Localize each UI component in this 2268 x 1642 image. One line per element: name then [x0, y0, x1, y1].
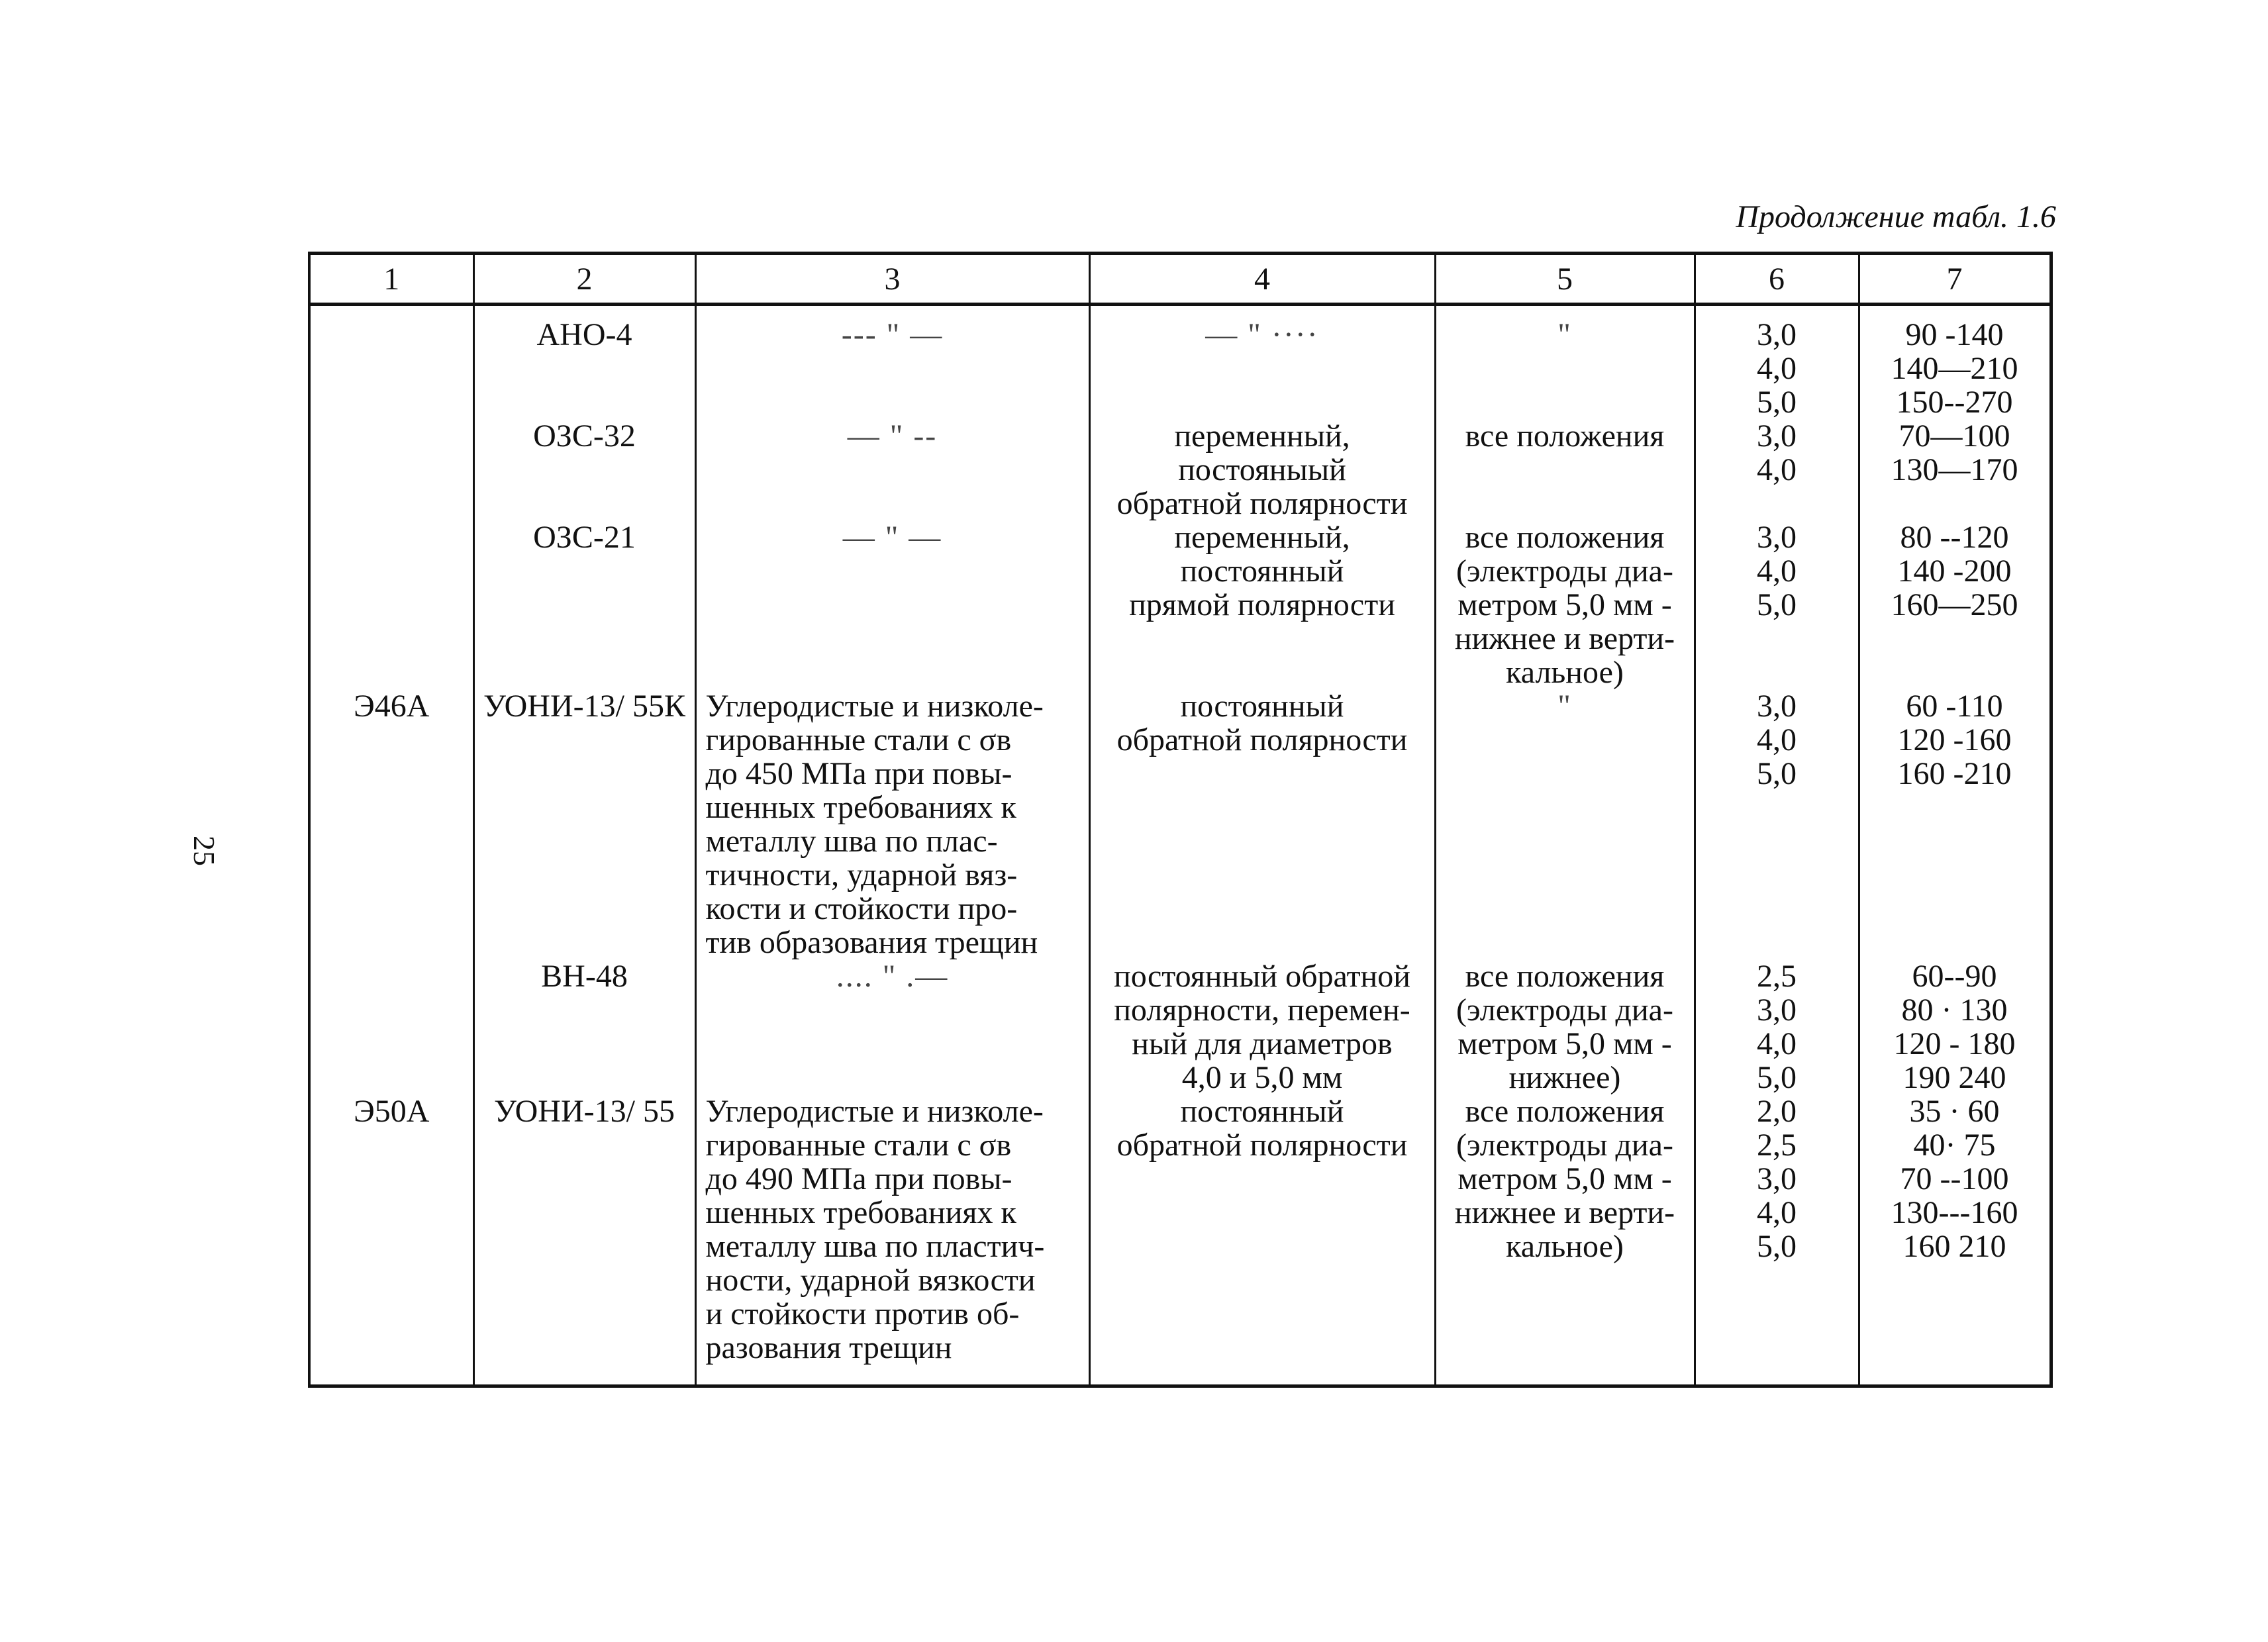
- electrode-brand-cell: АНО-4: [473, 305, 695, 420]
- current-range-value: 80 --120: [1900, 520, 2009, 555]
- welding-position-line: все положения: [1465, 1094, 1665, 1129]
- current-range-value: 120 - 180: [1893, 1026, 2016, 1061]
- diameter-value: 2,0: [1757, 1094, 1797, 1129]
- current-type-line: — " ····: [1205, 317, 1319, 352]
- current-type-line: прямой полярности: [1129, 587, 1395, 622]
- diameter-value: 3,0: [1757, 689, 1797, 724]
- current-range-value: 160 210: [1902, 1229, 2006, 1264]
- table-row: [309, 689, 2051, 959]
- column-header: 6: [1695, 254, 1859, 305]
- electrode-type-cell: Э46А: [309, 689, 473, 959]
- welding-position-line: все положения: [1465, 520, 1665, 555]
- current-range-value: 130—170: [1891, 452, 2018, 487]
- application-line: — " —: [842, 520, 942, 555]
- diameter-value: 2,5: [1757, 1128, 1797, 1163]
- welding-position-line: нижнее): [1508, 1060, 1621, 1095]
- continuation-caption: Продолжение табл. 1.6: [1736, 199, 2056, 234]
- electrode-brand-cell: ОЗС-32: [473, 419, 695, 520]
- welding-position-line: (электроды диа-: [1456, 992, 1673, 1028]
- current-type-cell: [1089, 959, 1435, 1094]
- application-line: металлу шва по пластич-: [705, 1229, 1045, 1264]
- diameter-cell: [1695, 419, 1859, 520]
- table-row: [309, 419, 2051, 520]
- application-line: металлу шва по плас-: [705, 824, 998, 859]
- current-range-value: 140 -200: [1897, 554, 2012, 589]
- current-range-value: 120 -160: [1897, 722, 2012, 757]
- welding-position-line: (электроды диа-: [1456, 1128, 1673, 1163]
- current-type-line: постоянный обратной: [1114, 959, 1410, 994]
- current-type-line: ный для диаметров: [1132, 1026, 1393, 1061]
- current-type-cell: [1089, 419, 1435, 520]
- current-type-cell: [1089, 520, 1435, 689]
- current-type-cell: [1089, 689, 1435, 959]
- current-range-value: 140—210: [1891, 351, 2018, 386]
- table-row: [309, 959, 2051, 1094]
- welding-position-cell: [1435, 520, 1695, 689]
- welding-position-line: все положения: [1465, 418, 1665, 454]
- diameter-value: 5,0: [1757, 385, 1797, 420]
- column-header: 4: [1089, 254, 1435, 305]
- current-range-value: 160—250: [1891, 587, 2018, 622]
- current-range-cell: [1859, 305, 2051, 420]
- diameter-value: 5,0: [1757, 1229, 1797, 1264]
- welding-position-line: метром 5,0 мм -: [1457, 587, 1672, 622]
- current-range-cell: [1859, 520, 2051, 689]
- electrode-brand-cell: ВН-48: [473, 959, 695, 1094]
- application-line: --- " —: [841, 317, 944, 352]
- application-cell: [695, 959, 1089, 1094]
- welding-position-cell: [1435, 959, 1695, 1094]
- current-type-line: постоянный: [1180, 1094, 1344, 1129]
- current-type-line: переменный,: [1174, 520, 1350, 555]
- welding-position-line: (электроды диа-: [1456, 554, 1673, 589]
- welding-position-cell: [1435, 419, 1695, 520]
- current-range-cell: [1859, 419, 2051, 520]
- current-type-line: постоянный: [1180, 554, 1344, 589]
- diameter-value: 2,5: [1757, 959, 1797, 994]
- current-range-value: 40· 75: [1913, 1128, 1996, 1163]
- application-cell: [695, 689, 1089, 959]
- application-cell: [695, 520, 1089, 689]
- diameter-value: 4,0: [1757, 722, 1797, 757]
- application-line: до 450 МПа при повы-: [705, 756, 1012, 791]
- current-range-value: 80 · 130: [1901, 992, 2008, 1028]
- diameter-cell: [1695, 520, 1859, 689]
- current-type-line: обратной полярности: [1116, 486, 1408, 521]
- welding-position-cell: [1435, 689, 1695, 959]
- current-range-value: 150--270: [1896, 385, 2013, 420]
- current-range-cell: [1859, 1094, 2051, 1386]
- current-type-cell: [1089, 305, 1435, 420]
- welding-position-cell: [1435, 1094, 1695, 1386]
- current-range-cell: [1859, 689, 2051, 959]
- electrode-brand-cell: УОНИ-13/ 55К: [473, 689, 695, 959]
- diameter-value: 3,0: [1757, 317, 1797, 352]
- current-type-line: полярности, перемен-: [1114, 992, 1410, 1028]
- diameter-value: 3,0: [1757, 992, 1797, 1028]
- current-range-value: 60--90: [1912, 959, 1997, 994]
- application-cell: [695, 305, 1089, 420]
- diameter-cell: [1695, 959, 1859, 1094]
- application-line: тичности, ударной вяз-: [705, 857, 1018, 893]
- table-row: [309, 1094, 2051, 1386]
- electrode-brand-cell: ОЗС-21: [473, 520, 695, 689]
- current-range-value: 190 240: [1902, 1060, 2006, 1095]
- current-range-value: 130---160: [1891, 1195, 2018, 1230]
- application-line: и стойкости против об-: [705, 1296, 1020, 1331]
- table-row: [309, 520, 2051, 689]
- current-range-value: 70—100: [1898, 418, 2010, 454]
- diameter-value: 5,0: [1757, 1060, 1797, 1095]
- electrode-table: [308, 252, 2053, 1388]
- application-cell: [695, 419, 1089, 520]
- application-line: гированные стали с σв: [705, 1128, 1012, 1163]
- application-line: разования трещин: [705, 1330, 952, 1365]
- current-range-value: 160 -210: [1897, 756, 2012, 791]
- diameter-cell: [1695, 305, 1859, 420]
- electrode-type-cell: [309, 305, 473, 420]
- current-type-line: переменный,: [1174, 418, 1350, 454]
- diameter-value: 3,0: [1757, 520, 1797, 555]
- column-header: 5: [1435, 254, 1695, 305]
- current-range-value: 35 · 60: [1909, 1094, 2000, 1129]
- diameter-value: 4,0: [1757, 554, 1797, 589]
- current-range-value: 70 --100: [1900, 1161, 2009, 1196]
- application-line: — " --: [847, 418, 938, 454]
- welding-position-line: ": [1557, 689, 1572, 724]
- diameter-value: 3,0: [1757, 418, 1797, 454]
- application-line: ности, ударной вязкости: [705, 1263, 1036, 1298]
- electrode-type-cell: Э50А: [309, 1094, 473, 1386]
- welding-position-line: нижнее и верти-: [1454, 1195, 1675, 1230]
- table-row: [309, 305, 2051, 420]
- welding-position-line: ": [1557, 317, 1572, 352]
- application-cell: [695, 1094, 1089, 1386]
- current-type-cell: [1089, 1094, 1435, 1386]
- application-line: Углеродистые и низколе-: [705, 689, 1044, 724]
- application-line: .... " .—: [836, 959, 949, 994]
- welding-position-line: метром 5,0 мм -: [1457, 1161, 1672, 1196]
- diameter-value: 4,0: [1757, 452, 1797, 487]
- current-range-value: 90 -140: [1905, 317, 2004, 352]
- diameter-cell: [1695, 1094, 1859, 1386]
- page-number: 25: [187, 836, 221, 866]
- current-type-line: 4,0 и 5,0 мм: [1181, 1060, 1343, 1095]
- electrode-type-cell: [309, 520, 473, 689]
- application-line: гированные стали с σв: [705, 722, 1012, 757]
- current-type-line: постоянный: [1180, 689, 1344, 724]
- diameter-cell: [1695, 689, 1859, 959]
- diameter-value: 4,0: [1757, 1026, 1797, 1061]
- welding-position-line: все положения: [1465, 959, 1665, 994]
- current-type-line: постояныый: [1178, 452, 1346, 487]
- electrode-brand-cell: УОНИ-13/ 55: [473, 1094, 695, 1386]
- welding-position-line: кальное): [1506, 1229, 1624, 1264]
- welding-position-line: кальное): [1506, 655, 1624, 690]
- header-row: [309, 254, 2051, 305]
- welding-position-line: нижнее и верти-: [1454, 621, 1675, 656]
- application-line: шенных требованиях к: [705, 1195, 1016, 1230]
- application-line: шенных требованиях к: [705, 790, 1016, 825]
- column-header: 3: [695, 254, 1089, 305]
- welding-position-line: метром 5,0 мм -: [1457, 1026, 1672, 1061]
- column-header: 7: [1859, 254, 2051, 305]
- current-range-cell: [1859, 959, 2051, 1094]
- column-header: 1: [309, 254, 473, 305]
- application-line: кости и стойкости про-: [705, 891, 1018, 926]
- diameter-value: 5,0: [1757, 587, 1797, 622]
- column-header: 2: [473, 254, 695, 305]
- electrode-type-cell: [309, 419, 473, 520]
- electrode-type-cell: [309, 959, 473, 1094]
- diameter-value: 5,0: [1757, 756, 1797, 791]
- diameter-value: 4,0: [1757, 351, 1797, 386]
- application-line: Углеродистые и низколе-: [705, 1094, 1044, 1129]
- application-line: тив образования трещин: [705, 925, 1038, 960]
- current-type-line: обратной полярности: [1116, 722, 1408, 757]
- diameter-value: 3,0: [1757, 1161, 1797, 1196]
- diameter-value: 4,0: [1757, 1195, 1797, 1230]
- current-type-line: обратной полярности: [1116, 1128, 1408, 1163]
- current-range-value: 60 -110: [1906, 689, 2003, 724]
- application-line: до 490 МПа при повы-: [705, 1161, 1012, 1196]
- welding-position-cell: [1435, 305, 1695, 420]
